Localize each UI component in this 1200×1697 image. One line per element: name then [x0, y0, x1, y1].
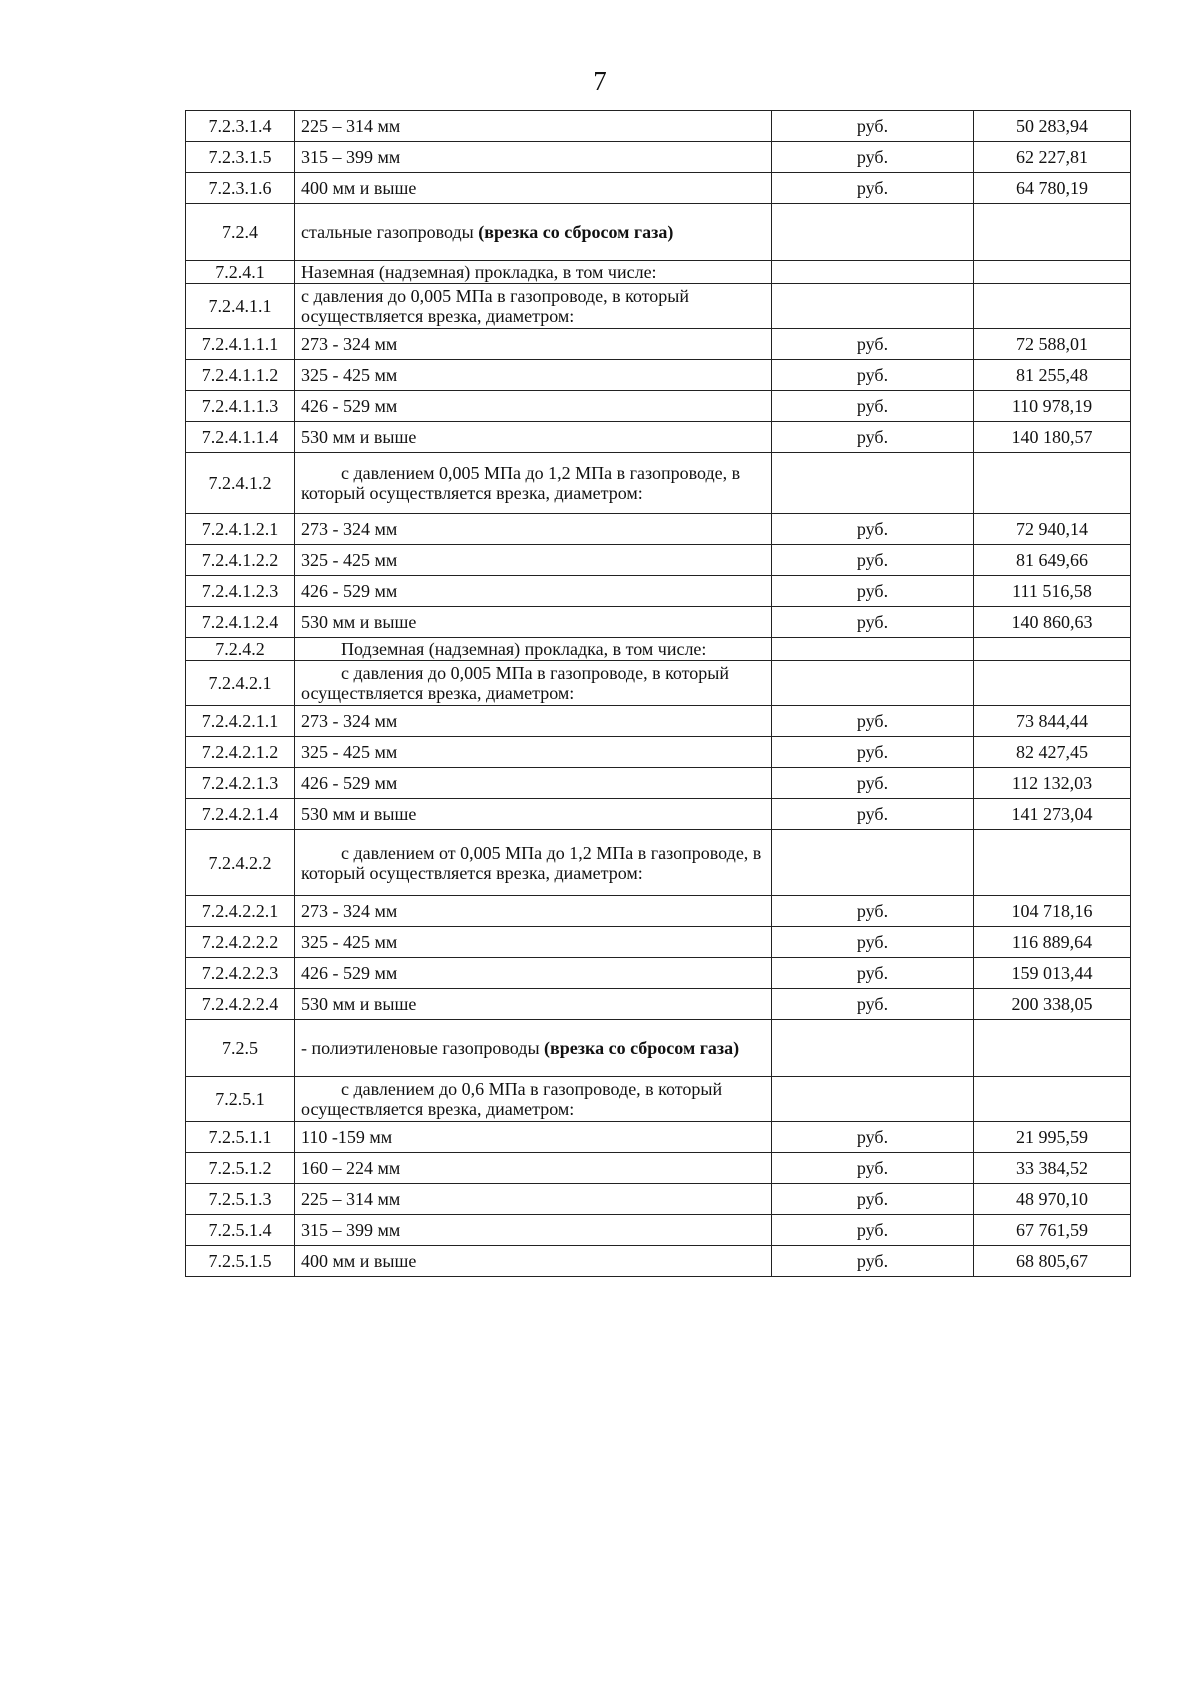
item-code: 7.2.5.1	[186, 1077, 295, 1122]
table-row	[186, 896, 1131, 927]
item-description: 273 - 324 мм	[295, 514, 772, 545]
table-row	[186, 576, 1131, 607]
item-unit: руб.	[772, 111, 974, 142]
table-row	[186, 329, 1131, 360]
item-code: 7.2.4.1.1	[186, 284, 295, 329]
table-row	[186, 422, 1131, 453]
section-row	[186, 204, 1131, 261]
item-code: 7.2.5.1.1	[186, 1122, 295, 1153]
item-price	[974, 1020, 1131, 1077]
item-price: 68 805,67	[974, 1246, 1131, 1277]
item-description: 400 мм и выше	[295, 173, 772, 204]
section-title: стальные газопроводы	[301, 222, 474, 242]
table-row	[186, 799, 1131, 830]
item-unit: руб.	[772, 173, 974, 204]
item-unit: руб.	[772, 1184, 974, 1215]
item-price: 200 338,05	[974, 989, 1131, 1020]
item-description: 273 - 324 мм	[295, 896, 772, 927]
table-row	[186, 1215, 1131, 1246]
tariff-table	[185, 110, 1131, 1277]
item-description: 530 мм и выше	[295, 989, 772, 1020]
item-unit	[772, 1020, 974, 1077]
item-unit	[772, 661, 974, 706]
item-description: 225 – 314 мм	[295, 111, 772, 142]
item-code: 7.2.4.2.2	[186, 830, 295, 896]
item-unit: руб.	[772, 329, 974, 360]
item-code: 7.2.3.1.5	[186, 142, 295, 173]
item-unit: руб.	[772, 360, 974, 391]
table-row	[186, 1122, 1131, 1153]
item-price	[974, 261, 1131, 284]
item-price: 64 780,19	[974, 173, 1131, 204]
item-price: 50 283,94	[974, 111, 1131, 142]
table-row	[186, 830, 1131, 896]
table-row	[186, 545, 1131, 576]
item-code: 7.2.4.2.1.2	[186, 737, 295, 768]
item-code: 7.2.5.1.2	[186, 1153, 295, 1184]
item-unit: руб.	[772, 768, 974, 799]
item-price	[974, 204, 1131, 261]
item-price	[974, 284, 1131, 329]
item-price: 62 227,81	[974, 142, 1131, 173]
item-description: с давлением от 0,005 МПа до 1,2 МПа в газопроводе, в который осуществляется врезка, диаметром:	[295, 830, 772, 896]
table-row	[186, 607, 1131, 638]
section-title-note: (врезка со сбросом газа)	[544, 1038, 740, 1058]
item-code: 7.2.4.1.1.3	[186, 391, 295, 422]
item-description: 530 мм и выше	[295, 607, 772, 638]
item-code: 7.2.4.2.1	[186, 661, 295, 706]
table-row	[186, 284, 1131, 329]
table-row	[186, 514, 1131, 545]
item-code: 7.2.4	[186, 204, 295, 261]
item-price: 81 255,48	[974, 360, 1131, 391]
item-description: 426 - 529 мм	[295, 958, 772, 989]
item-price: 81 649,66	[974, 545, 1131, 576]
item-price	[974, 638, 1131, 661]
table-row	[186, 737, 1131, 768]
section-title-note: (врезка со сбросом газа)	[478, 222, 674, 242]
table-row	[186, 1153, 1131, 1184]
item-unit	[772, 204, 974, 261]
item-code: 7.2.4.2.2.1	[186, 896, 295, 927]
item-unit: руб.	[772, 896, 974, 927]
item-code: 7.2.4.2.2.4	[186, 989, 295, 1020]
item-price	[974, 661, 1131, 706]
table-row	[186, 142, 1131, 173]
item-code: 7.2.4.2.1.4	[186, 799, 295, 830]
item-price	[974, 830, 1131, 896]
item-price: 104 718,16	[974, 896, 1131, 927]
item-price: 141 273,04	[974, 799, 1131, 830]
item-description: с давлением до 0,6 МПа в газопроводе, в который осуществляется врезка, диаметром:	[295, 1077, 772, 1122]
item-description: 530 мм и выше	[295, 422, 772, 453]
item-price: 72 940,14	[974, 514, 1131, 545]
item-description: Наземная (надземная) прокладка, в том числе:	[295, 261, 772, 284]
table-row	[186, 1184, 1131, 1215]
table-row	[186, 261, 1131, 284]
item-price: 110 978,19	[974, 391, 1131, 422]
item-code: 7.2.4.2.2.3	[186, 958, 295, 989]
item-description	[295, 204, 772, 261]
item-unit: руб.	[772, 545, 974, 576]
item-code: 7.2.4.2.2.2	[186, 927, 295, 958]
item-price: 140 860,63	[974, 607, 1131, 638]
item-unit: руб.	[772, 989, 974, 1020]
item-code: 7.2.4.1.2.2	[186, 545, 295, 576]
item-description: 225 – 314 мм	[295, 1184, 772, 1215]
item-description: 325 - 425 мм	[295, 360, 772, 391]
item-price: 73 844,44	[974, 706, 1131, 737]
item-price: 72 588,01	[974, 329, 1131, 360]
item-description: 325 - 425 мм	[295, 737, 772, 768]
item-price	[974, 453, 1131, 514]
item-unit	[772, 261, 974, 284]
item-unit: руб.	[772, 422, 974, 453]
item-description: 400 мм и выше	[295, 1246, 772, 1277]
table-row	[186, 360, 1131, 391]
item-unit: руб.	[772, 706, 974, 737]
item-unit: руб.	[772, 927, 974, 958]
item-price: 116 889,64	[974, 927, 1131, 958]
item-code: 7.2.5.1.3	[186, 1184, 295, 1215]
item-unit: руб.	[772, 958, 974, 989]
item-description: 110 -159 мм	[295, 1122, 772, 1153]
item-unit	[772, 453, 974, 514]
item-unit: руб.	[772, 799, 974, 830]
table-row	[186, 111, 1131, 142]
item-description: с давления до 0,005 МПа в газопроводе, в который осуществляется врезка, диаметром:	[295, 284, 772, 329]
item-unit: руб.	[772, 1215, 974, 1246]
item-code: 7.2.4.2.1.1	[186, 706, 295, 737]
item-code: 7.2.4.1.1.1	[186, 329, 295, 360]
item-description: 426 - 529 мм	[295, 391, 772, 422]
item-description	[295, 1020, 772, 1077]
table-row	[186, 173, 1131, 204]
table-row	[186, 638, 1131, 661]
item-code: 7.2.5	[186, 1020, 295, 1077]
item-price: 111 516,58	[974, 576, 1131, 607]
item-code: 7.2.4.1.1.2	[186, 360, 295, 391]
item-code: 7.2.5.1.5	[186, 1246, 295, 1277]
table-row	[186, 1077, 1131, 1122]
item-code: 7.2.4.1.2.3	[186, 576, 295, 607]
item-price: 67 761,59	[974, 1215, 1131, 1246]
item-unit: руб.	[772, 576, 974, 607]
table-row	[186, 391, 1131, 422]
item-code: 7.2.4.1.2	[186, 453, 295, 514]
item-unit	[772, 1077, 974, 1122]
item-price: 159 013,44	[974, 958, 1131, 989]
item-code: 7.2.4.2.1.3	[186, 768, 295, 799]
table-row	[186, 1246, 1131, 1277]
item-unit: руб.	[772, 142, 974, 173]
item-unit: руб.	[772, 391, 974, 422]
item-unit: руб.	[772, 607, 974, 638]
item-description: 160 – 224 мм	[295, 1153, 772, 1184]
item-price: 112 132,03	[974, 768, 1131, 799]
item-description: 530 мм и выше	[295, 799, 772, 830]
item-description: 273 - 324 мм	[295, 329, 772, 360]
item-code: 7.2.4.1.2.1	[186, 514, 295, 545]
item-unit: руб.	[772, 737, 974, 768]
section-row	[186, 1020, 1131, 1077]
section-title: - полиэтиленовые газопроводы	[301, 1038, 540, 1058]
item-description: 426 - 529 мм	[295, 768, 772, 799]
table-row	[186, 927, 1131, 958]
item-code: 7.2.4.1.1.4	[186, 422, 295, 453]
item-price: 48 970,10	[974, 1184, 1131, 1215]
item-code: 7.2.4.1.2.4	[186, 607, 295, 638]
table-row	[186, 706, 1131, 737]
item-code: 7.2.3.1.4	[186, 111, 295, 142]
item-unit	[772, 284, 974, 329]
item-unit: руб.	[772, 1246, 974, 1277]
table-row	[186, 989, 1131, 1020]
item-description: с давлением 0,005 МПа до 1,2 МПа в газопроводе, в который осуществляется врезка, диаметром:	[295, 453, 772, 514]
item-code: 7.2.5.1.4	[186, 1215, 295, 1246]
item-code: 7.2.4.2	[186, 638, 295, 661]
item-unit: руб.	[772, 1153, 974, 1184]
item-unit: руб.	[772, 1122, 974, 1153]
item-unit: руб.	[772, 514, 974, 545]
item-unit	[772, 638, 974, 661]
item-description: 325 - 425 мм	[295, 927, 772, 958]
table-row	[186, 768, 1131, 799]
item-description: 325 - 425 мм	[295, 545, 772, 576]
page-number: 7	[593, 66, 607, 96]
item-price	[974, 1077, 1131, 1122]
item-price: 82 427,45	[974, 737, 1131, 768]
table-row	[186, 453, 1131, 514]
item-description: с давления до 0,005 МПа в газопроводе, в который осуществляется врезка, диаметром:	[295, 661, 772, 706]
table-row	[186, 958, 1131, 989]
item-price: 21 995,59	[974, 1122, 1131, 1153]
item-description: 315 – 399 мм	[295, 1215, 772, 1246]
item-unit	[772, 830, 974, 896]
item-description: Подземная (надземная) прокладка, в том числе:	[295, 638, 772, 661]
item-description: 426 - 529 мм	[295, 576, 772, 607]
item-price: 140 180,57	[974, 422, 1131, 453]
item-code: 7.2.4.1	[186, 261, 295, 284]
item-code: 7.2.3.1.6	[186, 173, 295, 204]
item-price: 33 384,52	[974, 1153, 1131, 1184]
item-description: 315 – 399 мм	[295, 142, 772, 173]
table-row	[186, 661, 1131, 706]
item-description: 273 - 324 мм	[295, 706, 772, 737]
